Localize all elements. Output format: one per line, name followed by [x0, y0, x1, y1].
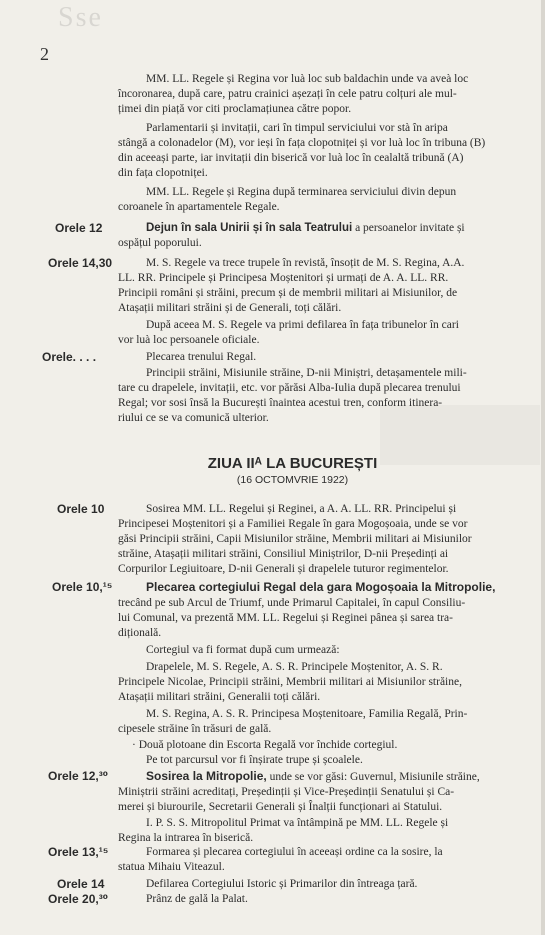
- text-line: Miniștrii străini acreditați, Președinții și Vice-Președinții Senatului și Ca-: [118, 786, 455, 798]
- text-line: lui Comunal, va prezentă MM. LL. Regelui și Reginei pânea și sarea tra-: [118, 612, 453, 624]
- text-line: Principii români și străini, precum și de membrii militari ai Misiunilor, de: [118, 287, 458, 299]
- time-label: Orele 13,¹⁵: [48, 845, 109, 859]
- entry-text: [146, 221, 465, 236]
- text-line: Defilarea Cortegiului Istoric și Primarilor din întreaga țară.: [146, 878, 418, 890]
- time-label: Orele 14,30: [48, 256, 113, 270]
- text-line: tare cu drapelele, invitații, etc. vor părăsi Alba-Iulia după plecarea trenului: [118, 382, 461, 394]
- text-line: riului ce se va comunică ulterior.: [118, 412, 269, 424]
- entry-rest: a persoanelor invitate și: [352, 222, 465, 234]
- text-line: Pe tot parcursul vor fi înșirate trupe și școalele.: [146, 754, 363, 766]
- text-line: din fața clopotniței.: [118, 167, 208, 179]
- text-line: ospățul poporului.: [118, 237, 202, 249]
- text-line: stângă a colonadelor (M), vor ieși în fața clopotniței și vor luà loc în tribuna (B): [118, 137, 486, 149]
- text-line: Drapelele, M. S. Regele, A. S. R. Principele Moștenitor, A. S. R.: [146, 661, 443, 673]
- time-label: Orele 10: [57, 502, 105, 516]
- text-line: M. S. Regele va trece trupele în revistă, însoțit de M. S. Regina, A.A.: [146, 257, 465, 269]
- time-label: Orele 20,³⁰: [48, 892, 108, 906]
- text-line: Principesei Moștenitori și a Familiei Regale în gara Mogoșoaia, unde se vor: [118, 518, 468, 530]
- text-line: LL. RR. Principele și Principesa Moștenitori și urmați de A. A. LL. RR.: [118, 272, 449, 284]
- text-line: din aceeași parte, iar invitații din biserică vor luà loc în cealaltă tribună (A): [118, 152, 464, 164]
- text-line: Atașații militari străini, Generalii toți călări.: [118, 691, 321, 703]
- text-line: merei și biurourile, Secretarii Generali și Înalții funcționari ai Statului.: [118, 801, 443, 813]
- text-line: dițională.: [118, 627, 162, 639]
- entry-bold: Sosirea la Mitropolie,: [146, 769, 267, 783]
- text-line: Prânz de gală la Palat.: [146, 893, 248, 905]
- page-number: 2: [40, 44, 49, 64]
- text-line: străine, Atașații militari străini, Consiliul Miniștrilor, D-nii Președinți ai: [118, 548, 449, 560]
- text-line: I. P. S. S. Mitropolitul Primat va întâmpină pe MM. LL. Regele și: [146, 817, 449, 829]
- text-line: Regal; vor sosi însă la București înaintea acestui tren, conform itinera-: [118, 397, 443, 409]
- text-line: coroanele în apartamentele Regale.: [118, 201, 280, 213]
- text-line: Atașații militari străini și de Generali, toți călări.: [118, 302, 342, 314]
- entry-bold: Plecarea cortegiului Regal dela gara Mogoșoaia la Mitropolie,: [146, 580, 496, 594]
- text-line: După aceea M. S. Regele va primi defilarea în fața tribunelor în cari: [146, 319, 459, 331]
- text-line: Sosirea MM. LL. Regelui și Reginei, a A. A. LL. RR. Principelui și: [146, 503, 457, 515]
- text-line: Regina la intrarea în biserică.: [118, 832, 254, 844]
- bleed-through-mark: Sse: [58, 2, 103, 33]
- time-label: Orele. . . .: [42, 350, 97, 364]
- text-line: Formarea și plecarea cortegiului în aceeași ordine ca la sosire, la: [146, 846, 443, 858]
- text-line: Principii străini, Misiunile străine, D-nii Miniștri, detașamentele mili-: [146, 367, 467, 379]
- text-line: vor luà loc persoanele oficiale.: [118, 334, 260, 346]
- text-line: M. S. Regina, A. S. R. Principesa Moștenitoare, Familia Regală, Prin-: [146, 708, 468, 720]
- day-heading: ZIUA IIᴬ LA BUCUREȘTI: [207, 455, 378, 472]
- entry-text: [146, 769, 480, 785]
- text-line: Corpurilor Legiuitoare, D-nii Generali și drapelele tuturor regimentelor.: [118, 563, 449, 575]
- text-line: MM. LL. Regele și Regina vor luà loc sub baldachin unde va aveà loc: [146, 73, 469, 85]
- text-line: Cortegiul va fi format după cum urmează:: [146, 644, 340, 656]
- text-line: Principele Nicolae, Principii străini, Membrii militari ai Misiunilor străine,: [118, 676, 462, 688]
- time-label: Orele 10,¹⁵: [52, 580, 113, 594]
- text-line: găsi Principii străini, Capii Misiunilor străine, Membrii militari ai Misiunilor: [118, 533, 472, 545]
- text-line: MM. LL. Regele și Regina după terminarea serviciului divin depun: [146, 186, 457, 198]
- time-label: Orele 12,³⁰: [48, 769, 108, 783]
- text-line: statua Mihaiu Viteazul.: [118, 861, 225, 873]
- text-line: încoronarea, după care, patru crainici așezați în cele patru colțuri ale mul-: [118, 88, 457, 100]
- text-line: țimei din piață vor citi proclamațiunea către popor.: [118, 103, 352, 115]
- time-label: Orele 12: [55, 221, 103, 235]
- text-line: Plecarea trenului Regal.: [146, 351, 257, 363]
- text-line: trecând pe sub Arcul de Triumf, unde Primarul Capitalei, în capul Consiliu-: [118, 597, 466, 609]
- text-line: cipesele străine în trăsuri de gală.: [118, 723, 272, 735]
- text-line: · Două plotoane din Escorta Regală vor închide cortegiul.: [132, 739, 398, 751]
- entry-rest: unde se vor găsi: Guvernul, Misiunile străine,: [266, 771, 480, 783]
- entry-bold: Dejun în sala Unirii și în sala Teatrului: [146, 222, 353, 234]
- text-line: Parlamentarii și invitații, cari în timpul serviciului vor stà în aripa: [146, 122, 448, 134]
- day-date: (16 OCTOMVRIE 1922): [236, 474, 349, 486]
- time-label: Orele 14: [57, 877, 105, 891]
